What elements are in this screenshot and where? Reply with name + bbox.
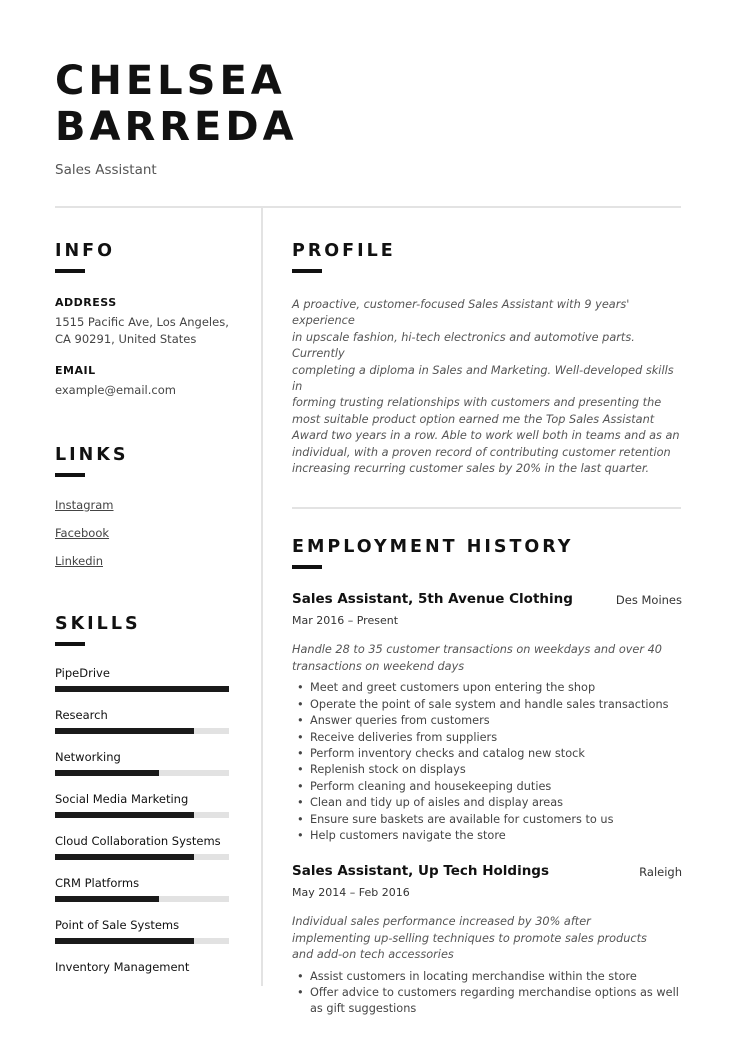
info-heading-bar — [55, 269, 85, 273]
profile-divider — [292, 507, 681, 509]
skill-level-fill — [55, 854, 194, 860]
skill-level-track — [55, 686, 229, 692]
skill-item — [55, 708, 235, 750]
info-heading: INFO — [55, 241, 115, 261]
profile-line: forming trusting relationships with customers and presenting the — [292, 396, 662, 410]
column-divider — [261, 208, 263, 986]
job-dates: May 2014 – Feb 2016 — [292, 886, 410, 900]
skill-level-track — [55, 938, 229, 944]
profile-heading-bar — [292, 269, 322, 273]
skill-name: Cloud Collaboration Systems — [55, 834, 221, 848]
job-location: Raleigh — [639, 865, 682, 880]
skill-level-fill — [55, 938, 194, 944]
job-duty-item: • Offer advice to customers regarding merchandise options as well — [292, 985, 682, 1001]
skill-level-track — [55, 770, 229, 776]
skill-level-fill — [55, 686, 229, 692]
links-section — [55, 444, 235, 568]
job-duty-item: • Perform cleaning and housekeeping duties — [292, 779, 682, 795]
skill-item — [55, 750, 235, 792]
job-description — [292, 914, 682, 963]
link-facebook[interactable]: Facebook — [55, 526, 110, 540]
job-description-line: implementing up-selling techniques to promote sales products — [292, 931, 647, 945]
profile-section — [292, 240, 682, 477]
job-location: Des Moines — [615, 593, 682, 608]
job-dates: Mar 2016 – Present — [292, 614, 399, 628]
email-value: example@email.com — [55, 383, 176, 397]
job-header — [292, 863, 682, 881]
link-instagram[interactable]: Instagram — [55, 498, 114, 512]
skill-name: Networking — [55, 750, 121, 764]
skill-name: Inventory Management — [55, 960, 190, 974]
skill-name: Research — [55, 708, 108, 722]
employment-heading-bar — [292, 565, 322, 569]
profile-line: most suitable product option earned me the Top Sales Assistant — [292, 412, 655, 426]
address-label: ADDRESS — [55, 296, 117, 309]
profile-line: increasing recurring customer sales by 20% in the last quarter. — [292, 462, 650, 476]
job-header — [292, 591, 682, 609]
skills-section — [55, 613, 235, 1002]
address-line-2: CA 90291, United States — [55, 332, 197, 346]
skill-level-fill — [55, 812, 194, 818]
left-column — [55, 240, 235, 1002]
profile-heading: PROFILE — [292, 241, 396, 261]
links-heading: LINKS — [55, 445, 129, 465]
skill-name: CRM Platforms — [55, 876, 140, 890]
job-duties — [292, 680, 682, 844]
profile-line: in upscale fashion, hi-tech electronics and automotive parts. Currently — [292, 330, 635, 361]
job-duties — [292, 969, 682, 1018]
profile-line: individual, with a proven record of contributing customer retention — [292, 445, 671, 459]
candidate-name — [55, 58, 298, 150]
skill-name: Point of Sale Systems — [55, 918, 180, 932]
skill-name: Social Media Marketing — [55, 792, 189, 806]
info-section — [55, 240, 235, 399]
job-duty-item: • Operate the point of sale system and handle sales transactions — [292, 697, 682, 713]
skill-level-track — [55, 896, 229, 902]
job-description-line: transactions on weekend days — [292, 659, 465, 673]
skill-item — [55, 666, 235, 708]
skill-level-fill — [55, 896, 159, 902]
job-duty-item: • Clean and tidy up of aisles and display areas — [292, 795, 682, 811]
skill-item — [55, 960, 235, 1002]
job-description-line: Individual sales performance increased by 30% after — [292, 915, 591, 929]
profile-line: completing a diploma in Sales and Marketing. Well-developed skills in — [292, 363, 674, 394]
job-duty-item: • Help customers navigate the store — [292, 828, 682, 844]
job-title: Sales Assistant, 5th Avenue Clothing — [292, 591, 573, 608]
skills-list — [55, 666, 235, 1002]
right-column — [292, 240, 682, 1018]
skill-name: PipeDrive — [55, 666, 110, 680]
skill-level-track — [55, 854, 229, 860]
header-divider — [55, 206, 681, 208]
jobs-list — [292, 591, 682, 1017]
job-duty-item: • Meet and greet customers upon entering the shop — [292, 680, 682, 696]
job-duty-item: • Perform inventory checks and catalog new stock — [292, 746, 682, 762]
job-duty-item: • Ensure sure baskets are available for customers to us — [292, 812, 682, 828]
profile-line: Award two years in a row. Able to work well both in teams and as an — [292, 429, 680, 443]
skill-level-fill — [55, 728, 194, 734]
employment-section — [292, 536, 682, 1017]
skill-level-track — [55, 812, 229, 818]
skill-item — [55, 834, 235, 876]
name-line-1: CHELSEA — [55, 58, 286, 104]
job-entry — [292, 591, 682, 844]
job-description-line: and add-on tech accessories — [292, 948, 454, 962]
skill-item — [55, 918, 235, 960]
profile-line: A proactive, customer-focused Sales Assistant with 9 years' experience — [292, 298, 630, 328]
skills-heading-bar — [55, 642, 85, 646]
address-line-1: 1515 Pacific Ave, Los Angeles, — [55, 315, 229, 329]
job-duty-item: • Assist customers in locating merchandise within the store — [292, 969, 682, 985]
skill-item — [55, 792, 235, 834]
links-heading-bar — [55, 473, 85, 477]
skill-item — [55, 876, 235, 918]
employment-heading: EMPLOYMENT HISTORY — [292, 537, 574, 558]
job-title-header: Sales Assistant — [55, 162, 157, 178]
job-title: Sales Assistant, Up Tech Holdings — [292, 863, 550, 880]
job-duty-item: • Replenish stock on displays — [292, 762, 682, 778]
job-duty-item: • Answer queries from customers — [292, 713, 682, 729]
email-label: EMAIL — [55, 364, 96, 377]
link-linkedin[interactable]: Linkedin — [55, 554, 103, 568]
skills-heading: SKILLS — [55, 614, 141, 634]
skill-level-track — [55, 728, 229, 734]
skill-level-fill — [55, 770, 159, 776]
profile-summary — [292, 297, 682, 477]
job-description — [292, 642, 682, 675]
job-entry — [292, 863, 682, 1017]
job-duty-item: • Receive deliveries from suppliers — [292, 730, 682, 746]
job-duty-item: as gift suggestions — [310, 1002, 417, 1016]
job-description-line: Handle 28 to 35 customer transactions on weekdays and over 40 — [292, 643, 662, 657]
name-line-2: BARREDA — [55, 104, 298, 150]
